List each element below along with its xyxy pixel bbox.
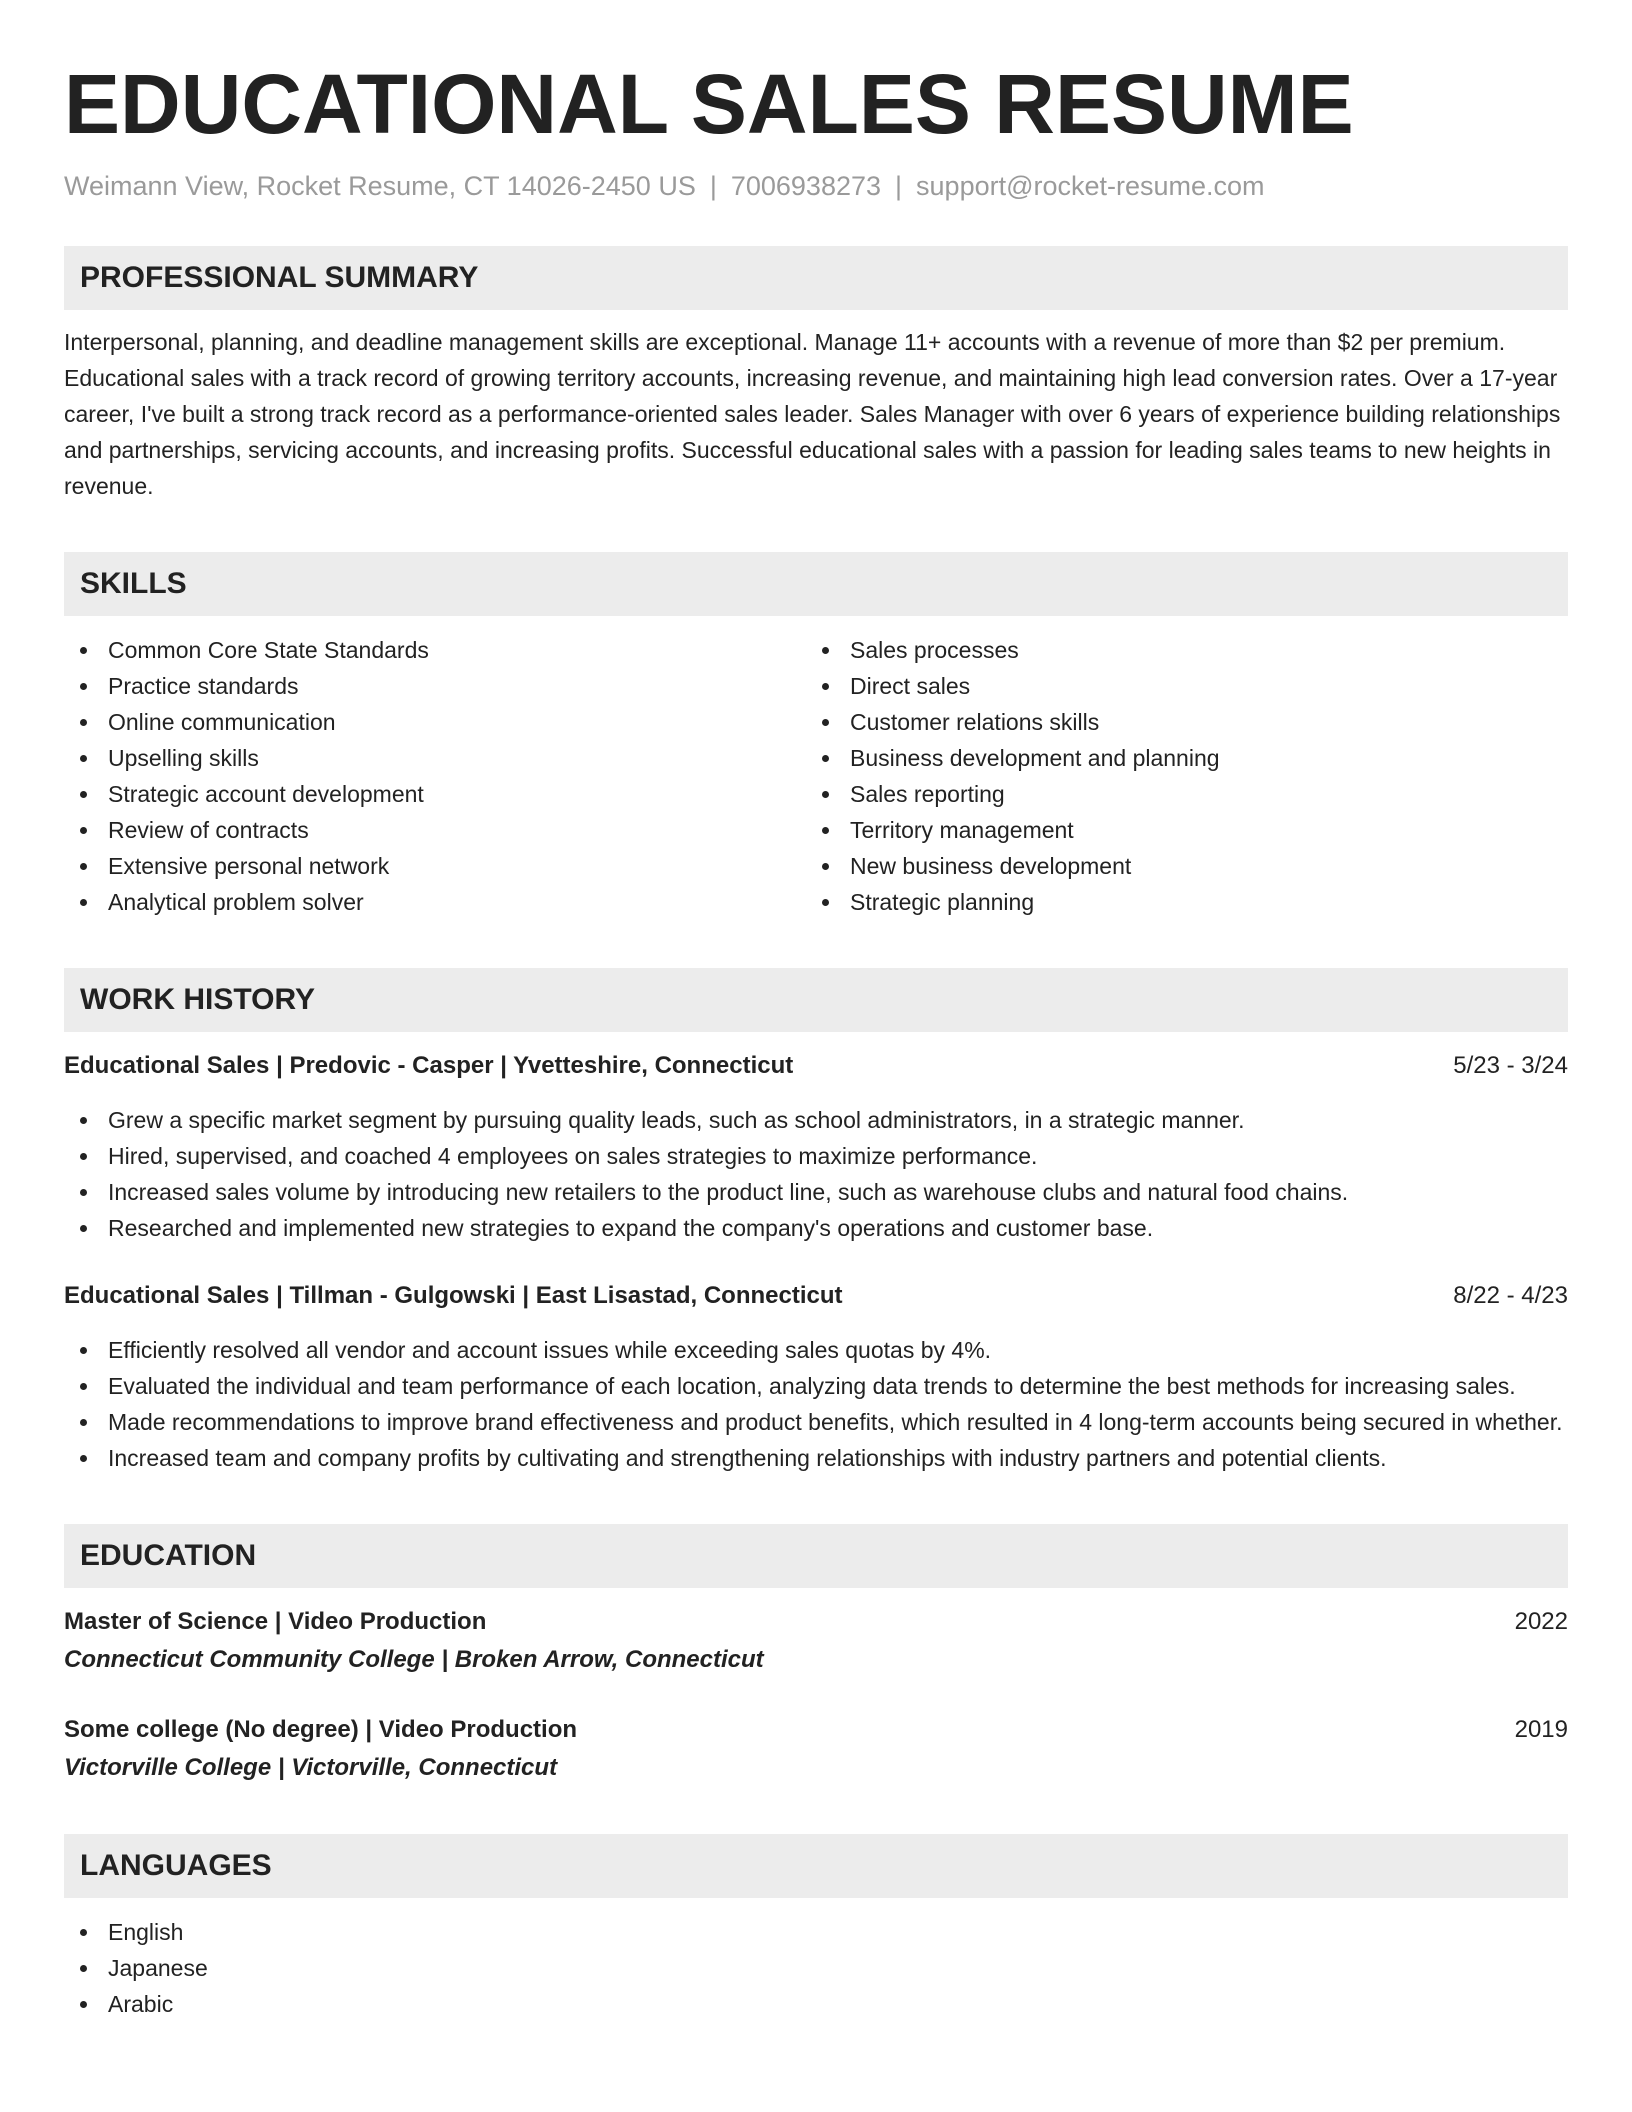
skill-item: Practice standards (64, 668, 806, 704)
job-title: Educational Sales | Tillman - Gulgowski | East Lisastad, Connecticut (64, 1282, 843, 1309)
contact-email: support@rocket-resume.com (916, 171, 1265, 201)
skill-item: Sales reporting (806, 776, 1548, 812)
job-entry (64, 1048, 1568, 1246)
section-header-summary: PROFESSIONAL SUMMARY (64, 246, 1568, 310)
section-header-work-history: WORK HISTORY (64, 968, 1568, 1032)
job-bullets (64, 1102, 1568, 1246)
job-bullets (64, 1332, 1568, 1476)
skills-column-right (806, 632, 1548, 920)
skill-item: New business development (806, 848, 1548, 884)
job-header (64, 1048, 1568, 1084)
resume-page (64, 56, 1568, 2022)
education-entry (64, 1604, 1568, 1678)
education-entry (64, 1712, 1568, 1786)
skill-item: Strategic planning (806, 884, 1548, 920)
education-year: 2022 (1514, 1608, 1568, 1635)
skill-item: Customer relations skills (806, 704, 1548, 740)
job-bullet: Evaluated the individual and team performance of each location, analyzing data trends to determine the best methods for increasing sales. (64, 1368, 1568, 1404)
skill-item: Common Core State Standards (64, 632, 806, 668)
job-bullet: Increased team and company profits by cultivating and strengthening relationships with industry partners and potential clients. (64, 1440, 1568, 1476)
job-header (64, 1278, 1568, 1314)
education-degree: Some college (No degree) | Video Production (64, 1716, 578, 1743)
skill-item: Upselling skills (64, 740, 806, 776)
job-dates: 8/22 - 4/23 (1453, 1282, 1568, 1309)
language-item: Japanese (64, 1950, 1568, 1986)
education-school: Victorville College | Victorville, Connecticut (64, 1754, 558, 1781)
job-bullet: Increased sales volume by introducing new retailers to the product line, such as warehouse clubs and natural food chains. (64, 1174, 1568, 1210)
summary-text: Interpersonal, planning, and deadline management skills are exceptional. Manage 11+ accounts with a revenue of more than $2 per premium. Educational sales with a track record of growing territory accounts, increasing revenue, and maintaining high lead conversion rates. Over a 17-year career, I've built a strong track record as a performance-oriented sales leader. Sales Manager with over 6 years of experience building relationships and partnerships, servicing accounts, and increasing profits. Successful educational sales with a passion for leading sales teams to new heights in revenue. (64, 329, 1561, 499)
language-item: English (64, 1914, 1568, 1950)
job-title: Educational Sales | Predovic - Casper | Yvetteshire, Connecticut (64, 1052, 794, 1079)
skill-item: Territory management (806, 812, 1548, 848)
skills-list (64, 632, 1568, 920)
job-bullet: Grew a specific market segment by pursuing quality leads, such as school administrators, in a strategic manner. (64, 1102, 1568, 1138)
skill-item: Extensive personal network (64, 848, 806, 884)
skill-item: Online communication (64, 704, 806, 740)
education-degree: Master of Science | Video Production (64, 1608, 487, 1635)
job-bullet: Efficiently resolved all vendor and account issues while exceeding sales quotas by 4%. (64, 1332, 1568, 1368)
skill-item: Business development and planning (806, 740, 1548, 776)
section-header-languages: LANGUAGES (64, 1834, 1568, 1898)
section-header-skills: SKILLS (64, 552, 1568, 616)
skill-item: Review of contracts (64, 812, 806, 848)
job-entry (64, 1278, 1568, 1476)
education-header (64, 1712, 1568, 1748)
contact-separator: | (895, 171, 903, 201)
skill-item: Strategic account development (64, 776, 806, 812)
contact-phone: 7006938273 (730, 171, 882, 201)
languages-list (64, 1914, 1568, 2022)
section-header-education: EDUCATION (64, 1524, 1568, 1588)
contact-address: Weimann View, Rocket Resume, CT 14026-2450 US (64, 171, 696, 201)
skills-column-left (64, 632, 806, 920)
skill-item: Sales processes (806, 632, 1548, 668)
skill-item: Analytical problem solver (64, 884, 806, 920)
job-bullet: Researched and implemented new strategies to expand the company's operations and customer base. (64, 1210, 1568, 1246)
job-dates: 5/23 - 3/24 (1453, 1052, 1568, 1079)
job-bullet: Made recommendations to improve brand effectiveness and product benefits, which resulted in 4 long-term accounts being secured in whether. (64, 1404, 1568, 1440)
resume-title: EDUCATIONAL SALES RESUME (64, 57, 1354, 151)
education-header (64, 1604, 1568, 1640)
language-item: Arabic (64, 1986, 1568, 2022)
contact-separator: | (709, 171, 717, 201)
education-year: 2019 (1514, 1716, 1568, 1743)
education-school: Connecticut Community College | Broken Arrow, Connecticut (64, 1646, 764, 1673)
skill-item: Direct sales (806, 668, 1548, 704)
contact-line (64, 168, 1568, 204)
job-bullet: Hired, supervised, and coached 4 employees on sales strategies to maximize performance. (64, 1138, 1568, 1174)
